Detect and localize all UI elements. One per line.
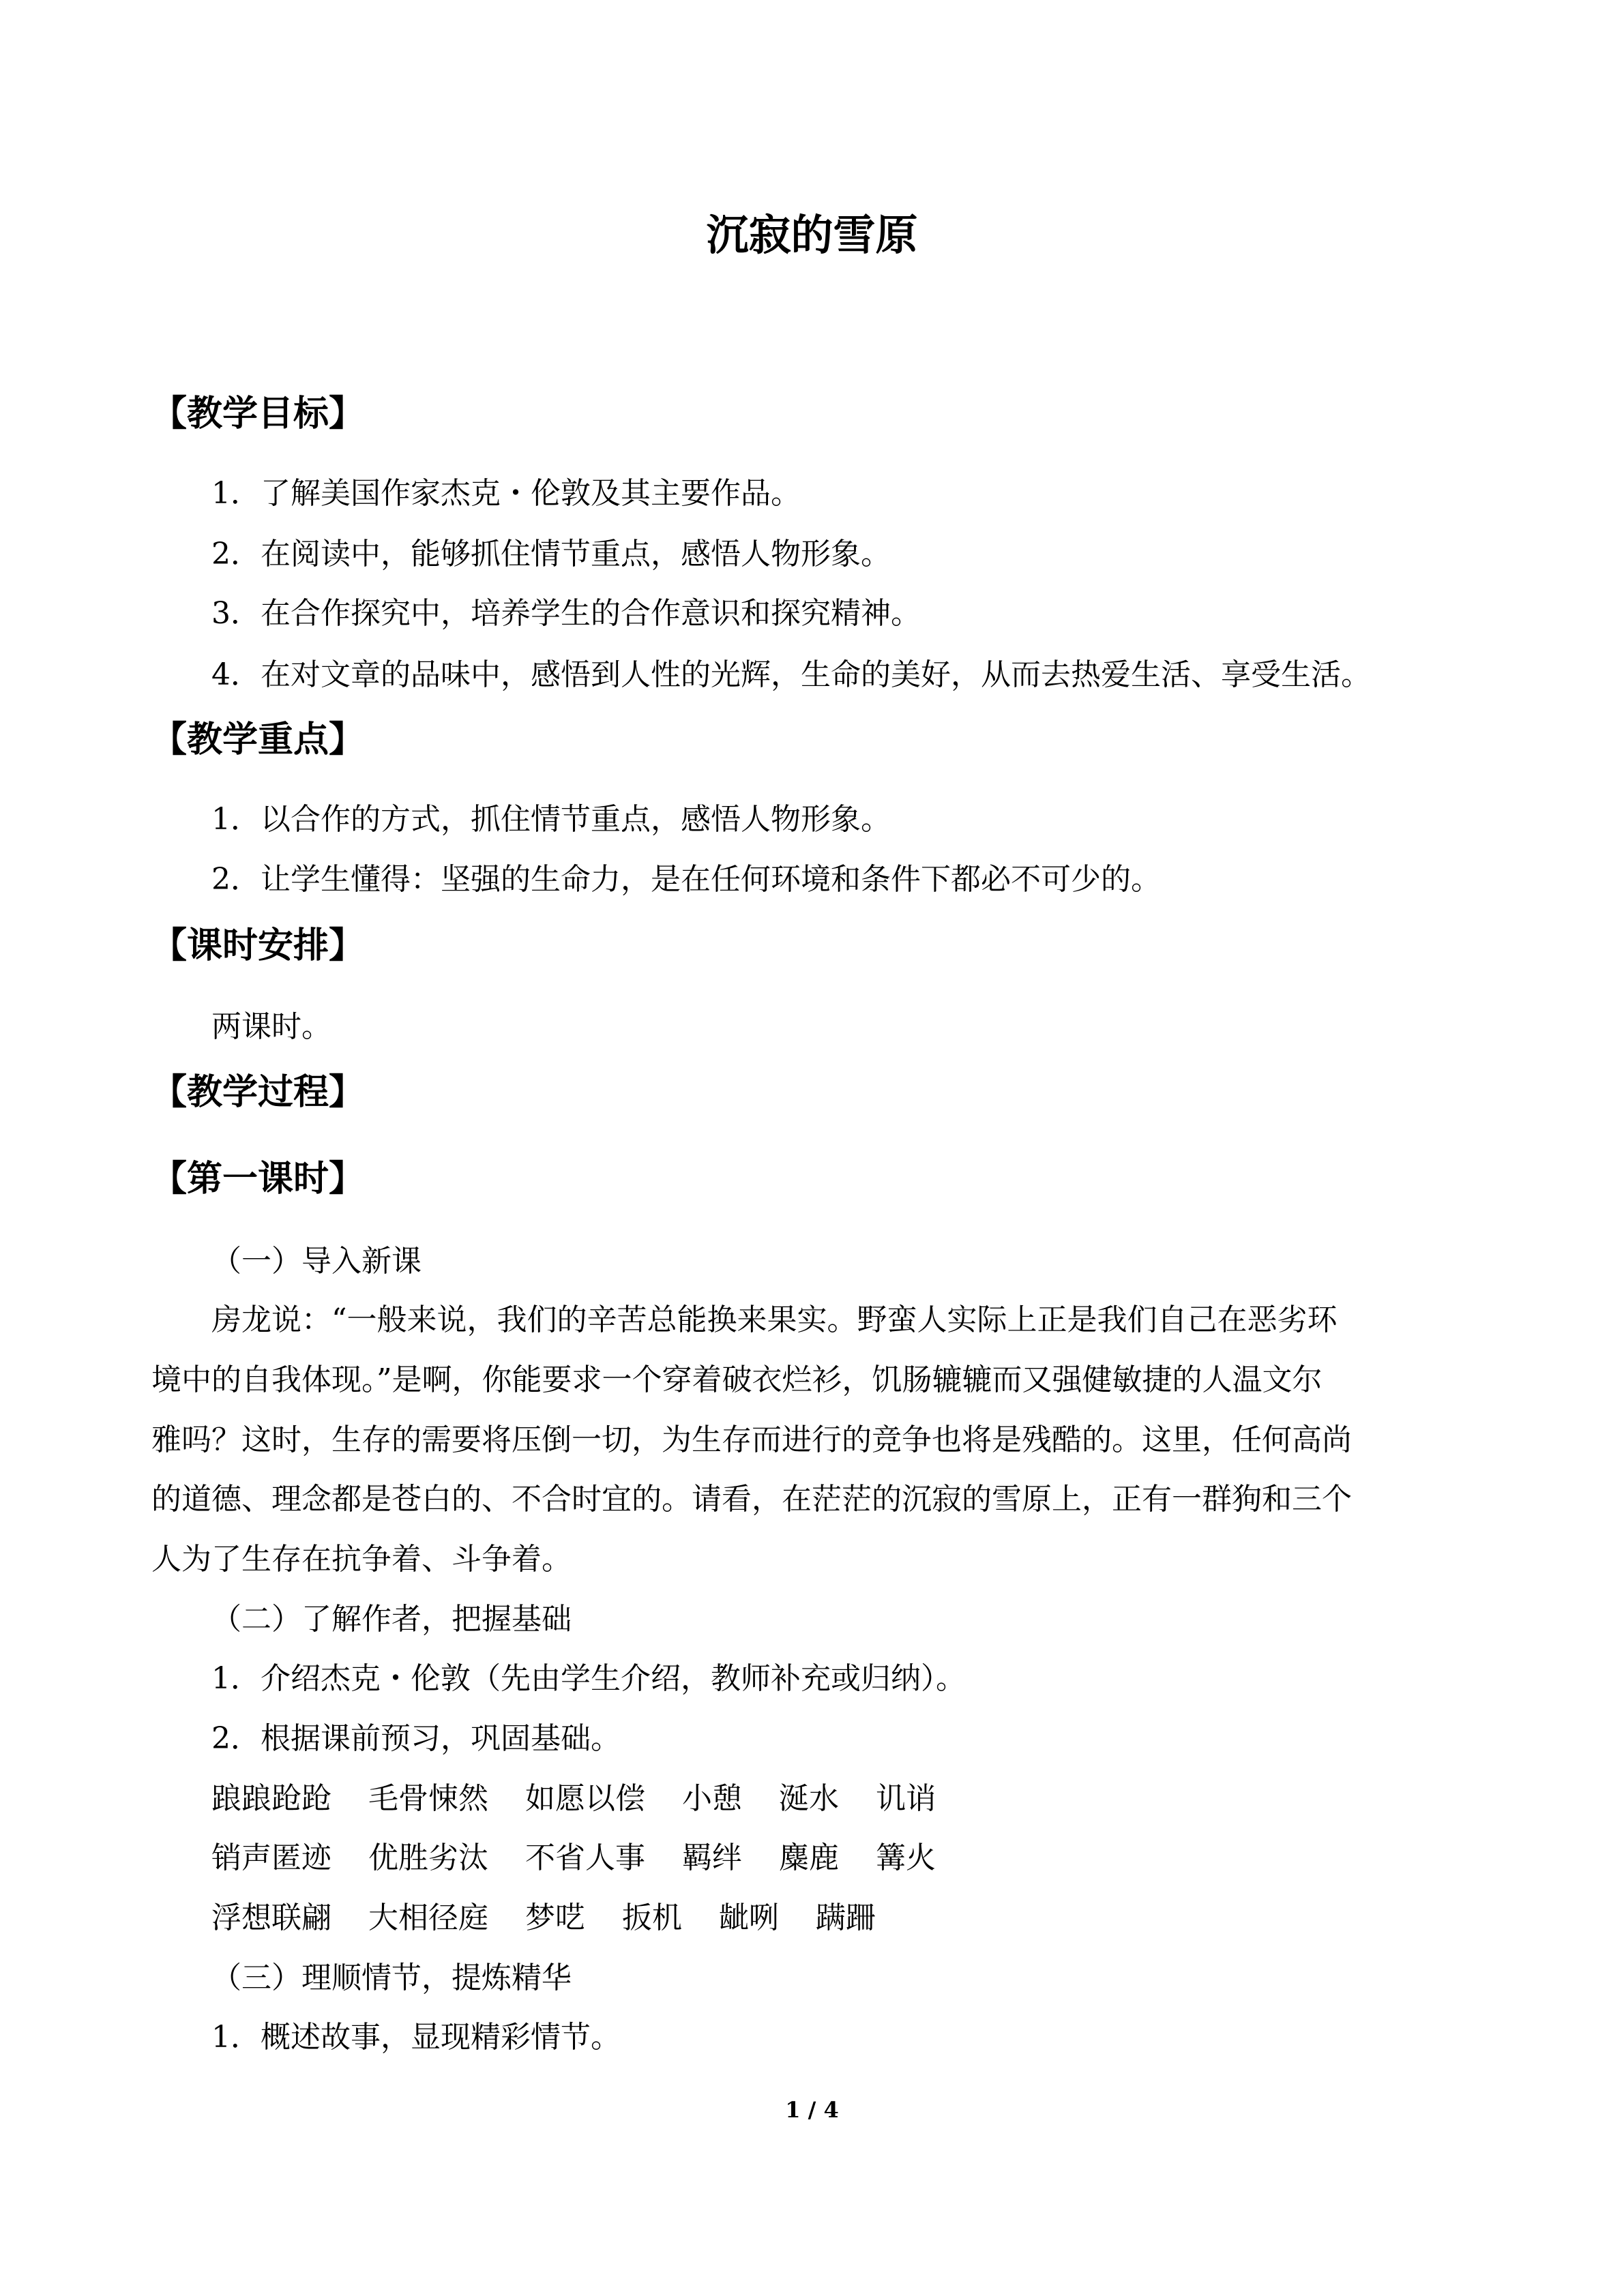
vocab-word: 麋鹿 [779,1840,839,1875]
goal-item: 4．在对文章的品味中，感悟到人性的光辉，生命的美好，从而去热爱生活、享受生活。 [211,657,1371,692]
paragraph-line: 人为了生存在抗争着、斗争着。 [151,1542,572,1577]
vocab-word: 扳机 [622,1900,682,1935]
vocab-word: 龇咧 [719,1900,779,1935]
vocab-word: 如愿以偿 [525,1781,645,1816]
vocab-word: 羁绊 [682,1840,742,1875]
goal-item: 1．了解美国作家杰克・伦敦及其主要作品。 [211,476,801,511]
vocab-word: 梦呓 [525,1900,585,1935]
vocab-word: 大相径庭 [368,1900,488,1935]
vocab-word: 踉踉跄跄 [211,1781,331,1816]
vocab-word: 浮想联翩 [211,1900,331,1935]
paragraph-line: 房龙说：“一般来说，我们的辛苦总能换来果实。野蛮人实际上正是我们自己在恶劣环 [211,1302,1338,1337]
part-title: （三）理顺情节，提炼精华 [211,1960,572,1995]
vocab-word: 蹒跚 [816,1900,876,1935]
section-heading-process: 【教学过程】 [151,1072,365,1113]
part-title: （一）导入新课 [211,1244,422,1279]
paragraph-line: 境中的自我体现。”是啊，你能要求一个穿着破衣烂衫，饥肠辘辘而又强健敏捷的人温文尔 [151,1362,1323,1397]
vocab-word: 小憩 [682,1781,742,1816]
vocab-row [211,1777,973,1821]
vocab-word: 优胜劣汰 [368,1840,488,1875]
section-heading-key-points: 【教学重点】 [151,719,365,760]
vocab-word: 涎水 [779,1781,839,1816]
page-number: 1 / 4 [785,2097,839,2123]
goal-item: 3．在合作探究中，培养学生的合作意识和探究精神。 [211,596,921,631]
section-heading-lesson1: 【第一课时】 [151,1159,365,1199]
section-heading-schedule: 【课时安排】 [151,925,365,966]
part-item: 1．介绍杰克・伦敦（先由学生介绍，教师补充或归纳）。 [211,1661,966,1696]
vocab-word: 毛骨悚然 [368,1781,488,1816]
paragraph-line: 的道德、理念都是苍白的、不合时宜的。请看，在茫茫的沉寂的雪原上，正有一群狗和三个 [151,1482,1352,1517]
goal-item: 2．在阅读中，能够抓住情节重点，感悟人物形象。 [211,537,891,571]
paragraph-line: 雅吗？这时，生存的需要将压倒一切，为生存而进行的竞争也将是残酷的。这里，任何高尚 [151,1422,1352,1457]
part-title: （二）了解作者，把握基础 [211,1602,572,1637]
vocab-word: 篝火 [876,1840,936,1875]
key-point-item: 1．以合作的方式，抓住情节重点，感悟人物形象。 [211,802,891,837]
section-heading-goals: 【教学目标】 [151,393,365,434]
key-point-item: 2．让学生懂得：坚强的生命力，是在任何环境和条件下都必不可少的。 [211,862,1161,897]
part-item: 2．根据课前预习，巩固基础。 [211,1721,621,1756]
vocab-word: 销声匿迹 [211,1840,331,1875]
part-item: 1．概述故事，显现精彩情节。 [211,2020,621,2055]
vocab-word: 不省人事 [525,1840,645,1875]
vocab-word: 讥诮 [876,1781,936,1816]
schedule-text: 两课时。 [211,1009,331,1044]
vocab-row [211,1896,913,1940]
document-title: 沉寂的雪原 [706,210,918,260]
vocab-row [211,1836,973,1880]
